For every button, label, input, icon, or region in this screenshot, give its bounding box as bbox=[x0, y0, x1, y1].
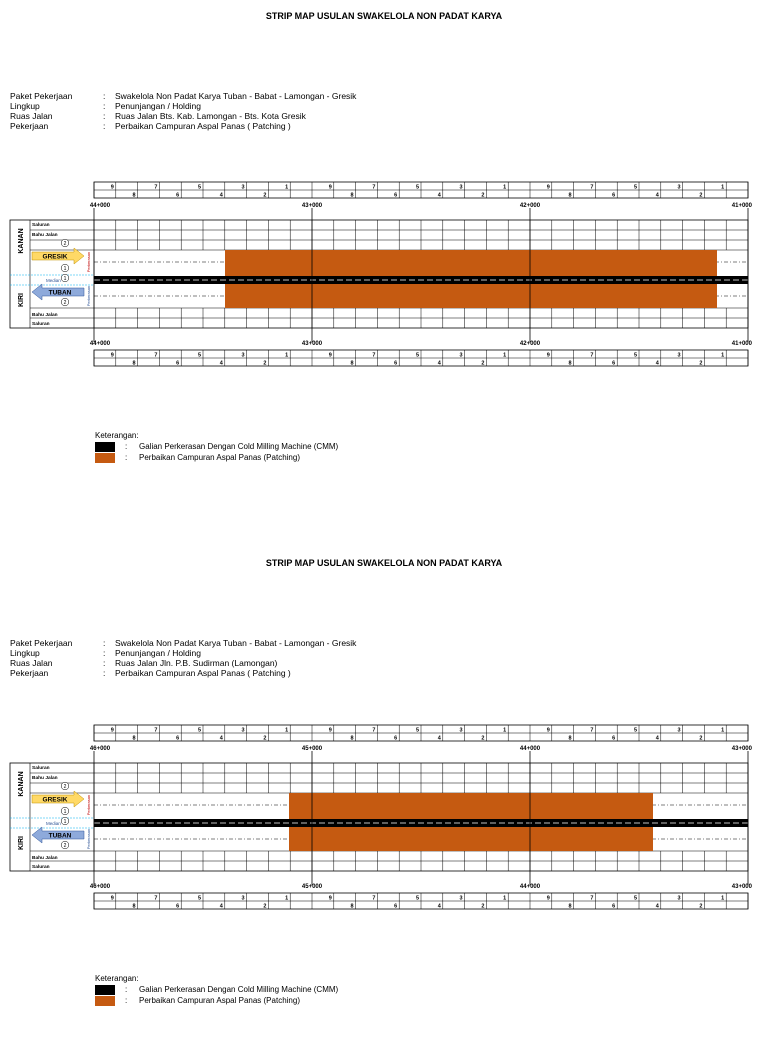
top-ruler-label: 6 bbox=[394, 192, 398, 199]
lane-number: 2 bbox=[63, 842, 67, 849]
bottom-ruler-label: 6 bbox=[612, 360, 616, 367]
bottom-ruler-label: 6 bbox=[176, 903, 180, 910]
legend-swatch-patching bbox=[95, 453, 115, 463]
bottom-ruler-label: 9 bbox=[328, 895, 332, 902]
bottom-ruler-label: 8 bbox=[132, 360, 136, 367]
info-sep: : bbox=[103, 668, 106, 678]
bottom-ruler-label: 4 bbox=[655, 360, 659, 367]
row-label: Saluran bbox=[32, 322, 50, 327]
bottom-ruler-label: 9 bbox=[328, 352, 332, 359]
info-value: Perbaikan Campuran Aspal Panas ( Patching ) bbox=[115, 668, 291, 678]
bottom-ruler-label: 2 bbox=[481, 903, 485, 910]
top-ruler-label: 3 bbox=[459, 184, 463, 191]
bottom-ruler-label: 3 bbox=[241, 352, 245, 359]
top-ruler-label: 5 bbox=[415, 727, 419, 734]
info-key: Paket Pekerjaan bbox=[10, 638, 73, 648]
station-label: 42+000 bbox=[519, 203, 541, 209]
top-ruler-label: 1 bbox=[721, 184, 725, 191]
legend-label: Galian Perkerasan Dengan Cold Milling Machine (CMM) bbox=[139, 442, 339, 451]
bottom-ruler-label: 3 bbox=[459, 352, 463, 359]
top-ruler-label: 4 bbox=[437, 192, 441, 199]
station-label: 42+000 bbox=[519, 341, 541, 347]
bottom-ruler-label: 8 bbox=[568, 903, 572, 910]
info-row-paket bbox=[10, 91, 356, 101]
top-ruler-label: 6 bbox=[612, 192, 616, 199]
top-ruler-label: 9 bbox=[546, 727, 550, 734]
station-label: 43+000 bbox=[731, 884, 752, 890]
legend-item-patching bbox=[95, 452, 338, 463]
bottom-ruler-label: 8 bbox=[350, 903, 354, 910]
side-label-kanan: KANAN bbox=[18, 771, 25, 797]
top-ruler-label: 7 bbox=[372, 184, 376, 191]
legend-swatch-cmm bbox=[95, 442, 115, 452]
info-row-pekerjaan bbox=[10, 121, 356, 131]
row-label: Saluran bbox=[32, 766, 50, 771]
bottom-ruler-label: 7 bbox=[590, 352, 594, 359]
bottom-ruler-label: 5 bbox=[197, 352, 201, 359]
perkerasan-label: Perkerasan bbox=[86, 285, 91, 307]
bottom-ruler-label: 9 bbox=[546, 352, 550, 359]
info-sep: : bbox=[103, 121, 106, 131]
info-value: Ruas Jalan Bts. Kab. Lamongan - Bts. Kota Gresik bbox=[115, 111, 306, 121]
arrow-label-tuban: TUBAN bbox=[48, 289, 72, 297]
legend-label: Galian Perkerasan Dengan Cold Milling Machine (CMM) bbox=[139, 985, 339, 994]
bottom-ruler-label: 7 bbox=[372, 895, 376, 902]
info-value: Perbaikan Campuran Aspal Panas ( Patching ) bbox=[115, 121, 291, 131]
top-ruler-label: 4 bbox=[219, 192, 223, 199]
info-sep: : bbox=[103, 101, 106, 111]
top-ruler-label: 9 bbox=[110, 727, 114, 734]
info-key: Lingkup bbox=[10, 101, 40, 111]
top-ruler-label: 9 bbox=[328, 727, 332, 734]
top-ruler-label: 8 bbox=[350, 735, 354, 742]
bottom-ruler-label: 3 bbox=[459, 895, 463, 902]
legend-label: Perbaikan Campuran Aspal Panas (Patching) bbox=[139, 996, 300, 1005]
station-label: 43+000 bbox=[301, 341, 323, 347]
info-key: Ruas Jalan bbox=[10, 658, 53, 668]
info-value: Penunjangan / Holding bbox=[115, 101, 202, 111]
top-ruler-label: 6 bbox=[612, 735, 616, 742]
top-ruler-label: 1 bbox=[503, 727, 507, 734]
top-ruler-label: 1 bbox=[503, 184, 507, 191]
top-ruler-label: 8 bbox=[568, 192, 572, 199]
legend-title: Keterangan: bbox=[95, 974, 139, 983]
station-label: 46+000 bbox=[89, 884, 111, 890]
info-sep: : bbox=[103, 111, 106, 121]
bottom-ruler-label: 4 bbox=[655, 903, 659, 910]
side-label-kiri: KIRI bbox=[18, 293, 25, 307]
info-sep: : bbox=[103, 648, 106, 658]
bottom-ruler-label: 9 bbox=[110, 352, 114, 359]
bottom-ruler-label: 3 bbox=[677, 352, 681, 359]
top-ruler-label: 7 bbox=[372, 727, 376, 734]
top-ruler-label: 5 bbox=[197, 184, 201, 191]
top-ruler-label: 3 bbox=[677, 184, 681, 191]
legend-item-patching bbox=[95, 995, 338, 1006]
info-row-paket bbox=[10, 638, 356, 648]
info-sep: : bbox=[103, 658, 106, 668]
info-row-ruas bbox=[10, 658, 356, 668]
legend bbox=[95, 973, 338, 1006]
strip-map-diagram bbox=[0, 178, 768, 378]
top-ruler-label: 5 bbox=[415, 184, 419, 191]
top-ruler-label: 1 bbox=[721, 727, 725, 734]
bottom-ruler-label: 1 bbox=[285, 352, 289, 359]
strip-map-title: STRIP MAP USULAN SWAKELOLA NON PADAT KARYA bbox=[265, 558, 503, 568]
top-ruler-label: 7 bbox=[154, 727, 158, 734]
bottom-ruler-label: 8 bbox=[350, 360, 354, 367]
strip-map-sheet-2 bbox=[0, 547, 768, 1059]
legend bbox=[95, 430, 338, 463]
bottom-ruler-label: 2 bbox=[263, 903, 267, 910]
bottom-ruler-label: 2 bbox=[481, 360, 485, 367]
bottom-ruler-label: 1 bbox=[721, 352, 725, 359]
top-ruler-label: 8 bbox=[350, 192, 354, 199]
bottom-ruler-label: 1 bbox=[285, 895, 289, 902]
bottom-ruler-label: 8 bbox=[568, 360, 572, 367]
station-label: 41+000 bbox=[731, 341, 752, 347]
top-ruler-label: 7 bbox=[590, 727, 594, 734]
strip-map-title: STRIP MAP USULAN SWAKELOLA NON PADAT KARYA bbox=[265, 11, 503, 21]
station-label: 44+000 bbox=[89, 341, 111, 347]
top-ruler-label: 2 bbox=[263, 735, 267, 742]
top-ruler-label: 3 bbox=[241, 184, 245, 191]
median-label: Median bbox=[46, 278, 61, 283]
top-ruler-label: 7 bbox=[154, 184, 158, 191]
legend-item-cmm bbox=[95, 984, 338, 995]
top-ruler-label: 9 bbox=[328, 184, 332, 191]
row-label: Bahu Jalan bbox=[32, 776, 58, 781]
bottom-ruler-label: 4 bbox=[219, 903, 223, 910]
legend-sep: : bbox=[125, 996, 128, 1005]
bottom-ruler-label: 2 bbox=[699, 903, 703, 910]
top-ruler-label: 2 bbox=[481, 735, 485, 742]
bottom-ruler-label: 1 bbox=[503, 352, 507, 359]
top-ruler-label: 8 bbox=[568, 735, 572, 742]
lane-number: 1 bbox=[63, 808, 67, 815]
top-ruler-label: 5 bbox=[633, 184, 637, 191]
strip-map-diagram bbox=[0, 721, 768, 921]
info-sep: : bbox=[103, 638, 106, 648]
top-ruler-label: 3 bbox=[459, 727, 463, 734]
info-row-lingkup bbox=[10, 101, 356, 111]
strip-map-sheet-1 bbox=[0, 0, 768, 512]
top-ruler-label: 5 bbox=[633, 727, 637, 734]
station-label: 45+000 bbox=[301, 746, 323, 752]
bottom-ruler-label: 5 bbox=[633, 352, 637, 359]
bottom-ruler-label: 1 bbox=[503, 895, 507, 902]
bottom-ruler-label: 6 bbox=[394, 360, 398, 367]
lane-number: 2 bbox=[63, 299, 67, 306]
row-label: Bahu Jalan bbox=[32, 856, 58, 861]
top-ruler-label: 4 bbox=[437, 735, 441, 742]
info-row-lingkup bbox=[10, 648, 356, 658]
info-value: Swakelola Non Padat Karya Tuban - Babat - Lamongan - Gresik bbox=[115, 91, 357, 101]
station-label: 45+000 bbox=[301, 884, 323, 890]
station-label: 43+000 bbox=[301, 203, 323, 209]
bottom-ruler-label: 7 bbox=[154, 895, 158, 902]
bottom-ruler-label: 2 bbox=[699, 360, 703, 367]
info-value: Swakelola Non Padat Karya Tuban - Babat - Lamongan - Gresik bbox=[115, 638, 357, 648]
station-label: 44+000 bbox=[89, 203, 111, 209]
top-ruler-label: 6 bbox=[176, 192, 180, 199]
bottom-ruler-label: 3 bbox=[677, 895, 681, 902]
top-ruler-label: 7 bbox=[590, 184, 594, 191]
top-ruler-label: 8 bbox=[132, 192, 136, 199]
legend-item-cmm bbox=[95, 441, 338, 452]
top-ruler-label: 2 bbox=[481, 192, 485, 199]
top-ruler-label: 2 bbox=[699, 192, 703, 199]
project-info bbox=[10, 638, 356, 678]
bottom-ruler-label: 6 bbox=[394, 903, 398, 910]
info-key: Ruas Jalan bbox=[10, 111, 53, 121]
top-ruler-label: 9 bbox=[110, 184, 114, 191]
station-label: 44+000 bbox=[519, 746, 541, 752]
bottom-ruler-label: 7 bbox=[372, 352, 376, 359]
top-ruler-label: 9 bbox=[546, 184, 550, 191]
legend-sep: : bbox=[125, 453, 128, 462]
arrow-label-gresik: GRESIK bbox=[42, 253, 68, 261]
bottom-ruler-label: 9 bbox=[110, 895, 114, 902]
bottom-ruler-label: 4 bbox=[219, 360, 223, 367]
legend-swatch-cmm bbox=[95, 985, 115, 995]
bottom-ruler-label: 4 bbox=[437, 903, 441, 910]
bottom-ruler-label: 6 bbox=[612, 903, 616, 910]
side-label-kanan: KANAN bbox=[18, 228, 25, 254]
top-ruler-label: 6 bbox=[394, 735, 398, 742]
station-label: 41+000 bbox=[731, 203, 752, 209]
top-ruler-label: 8 bbox=[132, 735, 136, 742]
bottom-ruler-label: 4 bbox=[437, 360, 441, 367]
legend-title: Keterangan: bbox=[95, 431, 139, 440]
info-key: Lingkup bbox=[10, 648, 40, 658]
arrow-label-tuban: TUBAN bbox=[48, 832, 72, 840]
top-ruler-label: 1 bbox=[285, 727, 289, 734]
bottom-ruler-label: 6 bbox=[176, 360, 180, 367]
top-ruler-label: 2 bbox=[699, 735, 703, 742]
arrow-label-gresik: GRESIK bbox=[42, 796, 68, 804]
bottom-ruler-label: 2 bbox=[263, 360, 267, 367]
bottom-ruler-label: 5 bbox=[415, 895, 419, 902]
perkerasan-label: Perkerasan bbox=[86, 828, 91, 850]
info-value: Penunjangan / Holding bbox=[115, 648, 202, 658]
perkerasan-label: Perkerasan bbox=[86, 794, 91, 816]
top-ruler-label: 3 bbox=[677, 727, 681, 734]
info-row-pekerjaan bbox=[10, 668, 356, 678]
row-label: Bahu Jalan bbox=[32, 233, 58, 238]
top-ruler-label: 2 bbox=[263, 192, 267, 199]
row-label: Saluran bbox=[32, 223, 50, 228]
legend-sep: : bbox=[125, 442, 128, 451]
bottom-ruler-label: 7 bbox=[154, 352, 158, 359]
top-ruler-label: 3 bbox=[241, 727, 245, 734]
perkerasan-label: Perkerasan bbox=[86, 251, 91, 273]
median-label: Median bbox=[46, 821, 61, 826]
top-ruler-label: 4 bbox=[655, 192, 659, 199]
row-label: Bahu Jalan bbox=[32, 313, 58, 318]
lane-number: 2 bbox=[63, 783, 67, 790]
station-label: 43+000 bbox=[731, 746, 752, 752]
info-row-ruas bbox=[10, 111, 356, 121]
bottom-ruler-label: 9 bbox=[546, 895, 550, 902]
bottom-ruler-label: 5 bbox=[415, 352, 419, 359]
bottom-ruler-label: 3 bbox=[241, 895, 245, 902]
side-label-kiri: KIRI bbox=[18, 836, 25, 850]
bottom-ruler-label: 1 bbox=[721, 895, 725, 902]
lane-number: 1 bbox=[63, 818, 67, 825]
info-sep: : bbox=[103, 91, 106, 101]
top-ruler-label: 5 bbox=[197, 727, 201, 734]
top-ruler-label: 4 bbox=[655, 735, 659, 742]
info-key: Paket Pekerjaan bbox=[10, 91, 73, 101]
top-ruler-label: 1 bbox=[285, 184, 289, 191]
bottom-ruler-label: 5 bbox=[197, 895, 201, 902]
legend-swatch-patching bbox=[95, 996, 115, 1006]
top-ruler-label: 4 bbox=[219, 735, 223, 742]
lane-number: 1 bbox=[63, 275, 67, 282]
bottom-ruler-label: 7 bbox=[590, 895, 594, 902]
info-key: Pekerjaan bbox=[10, 121, 49, 131]
lane-number: 1 bbox=[63, 265, 67, 272]
legend-sep: : bbox=[125, 985, 128, 994]
info-value: Ruas Jalan Jln. P.B. Sudirman (Lamongan) bbox=[115, 658, 278, 668]
station-label: 46+000 bbox=[89, 746, 111, 752]
station-label: 44+000 bbox=[519, 884, 541, 890]
row-label: Saluran bbox=[32, 865, 50, 870]
bottom-ruler-label: 5 bbox=[633, 895, 637, 902]
legend-label: Perbaikan Campuran Aspal Panas (Patching) bbox=[139, 453, 300, 462]
bottom-ruler-label: 8 bbox=[132, 903, 136, 910]
project-info bbox=[10, 91, 356, 131]
lane-number: 2 bbox=[63, 240, 67, 247]
top-ruler-label: 6 bbox=[176, 735, 180, 742]
info-key: Pekerjaan bbox=[10, 668, 49, 678]
